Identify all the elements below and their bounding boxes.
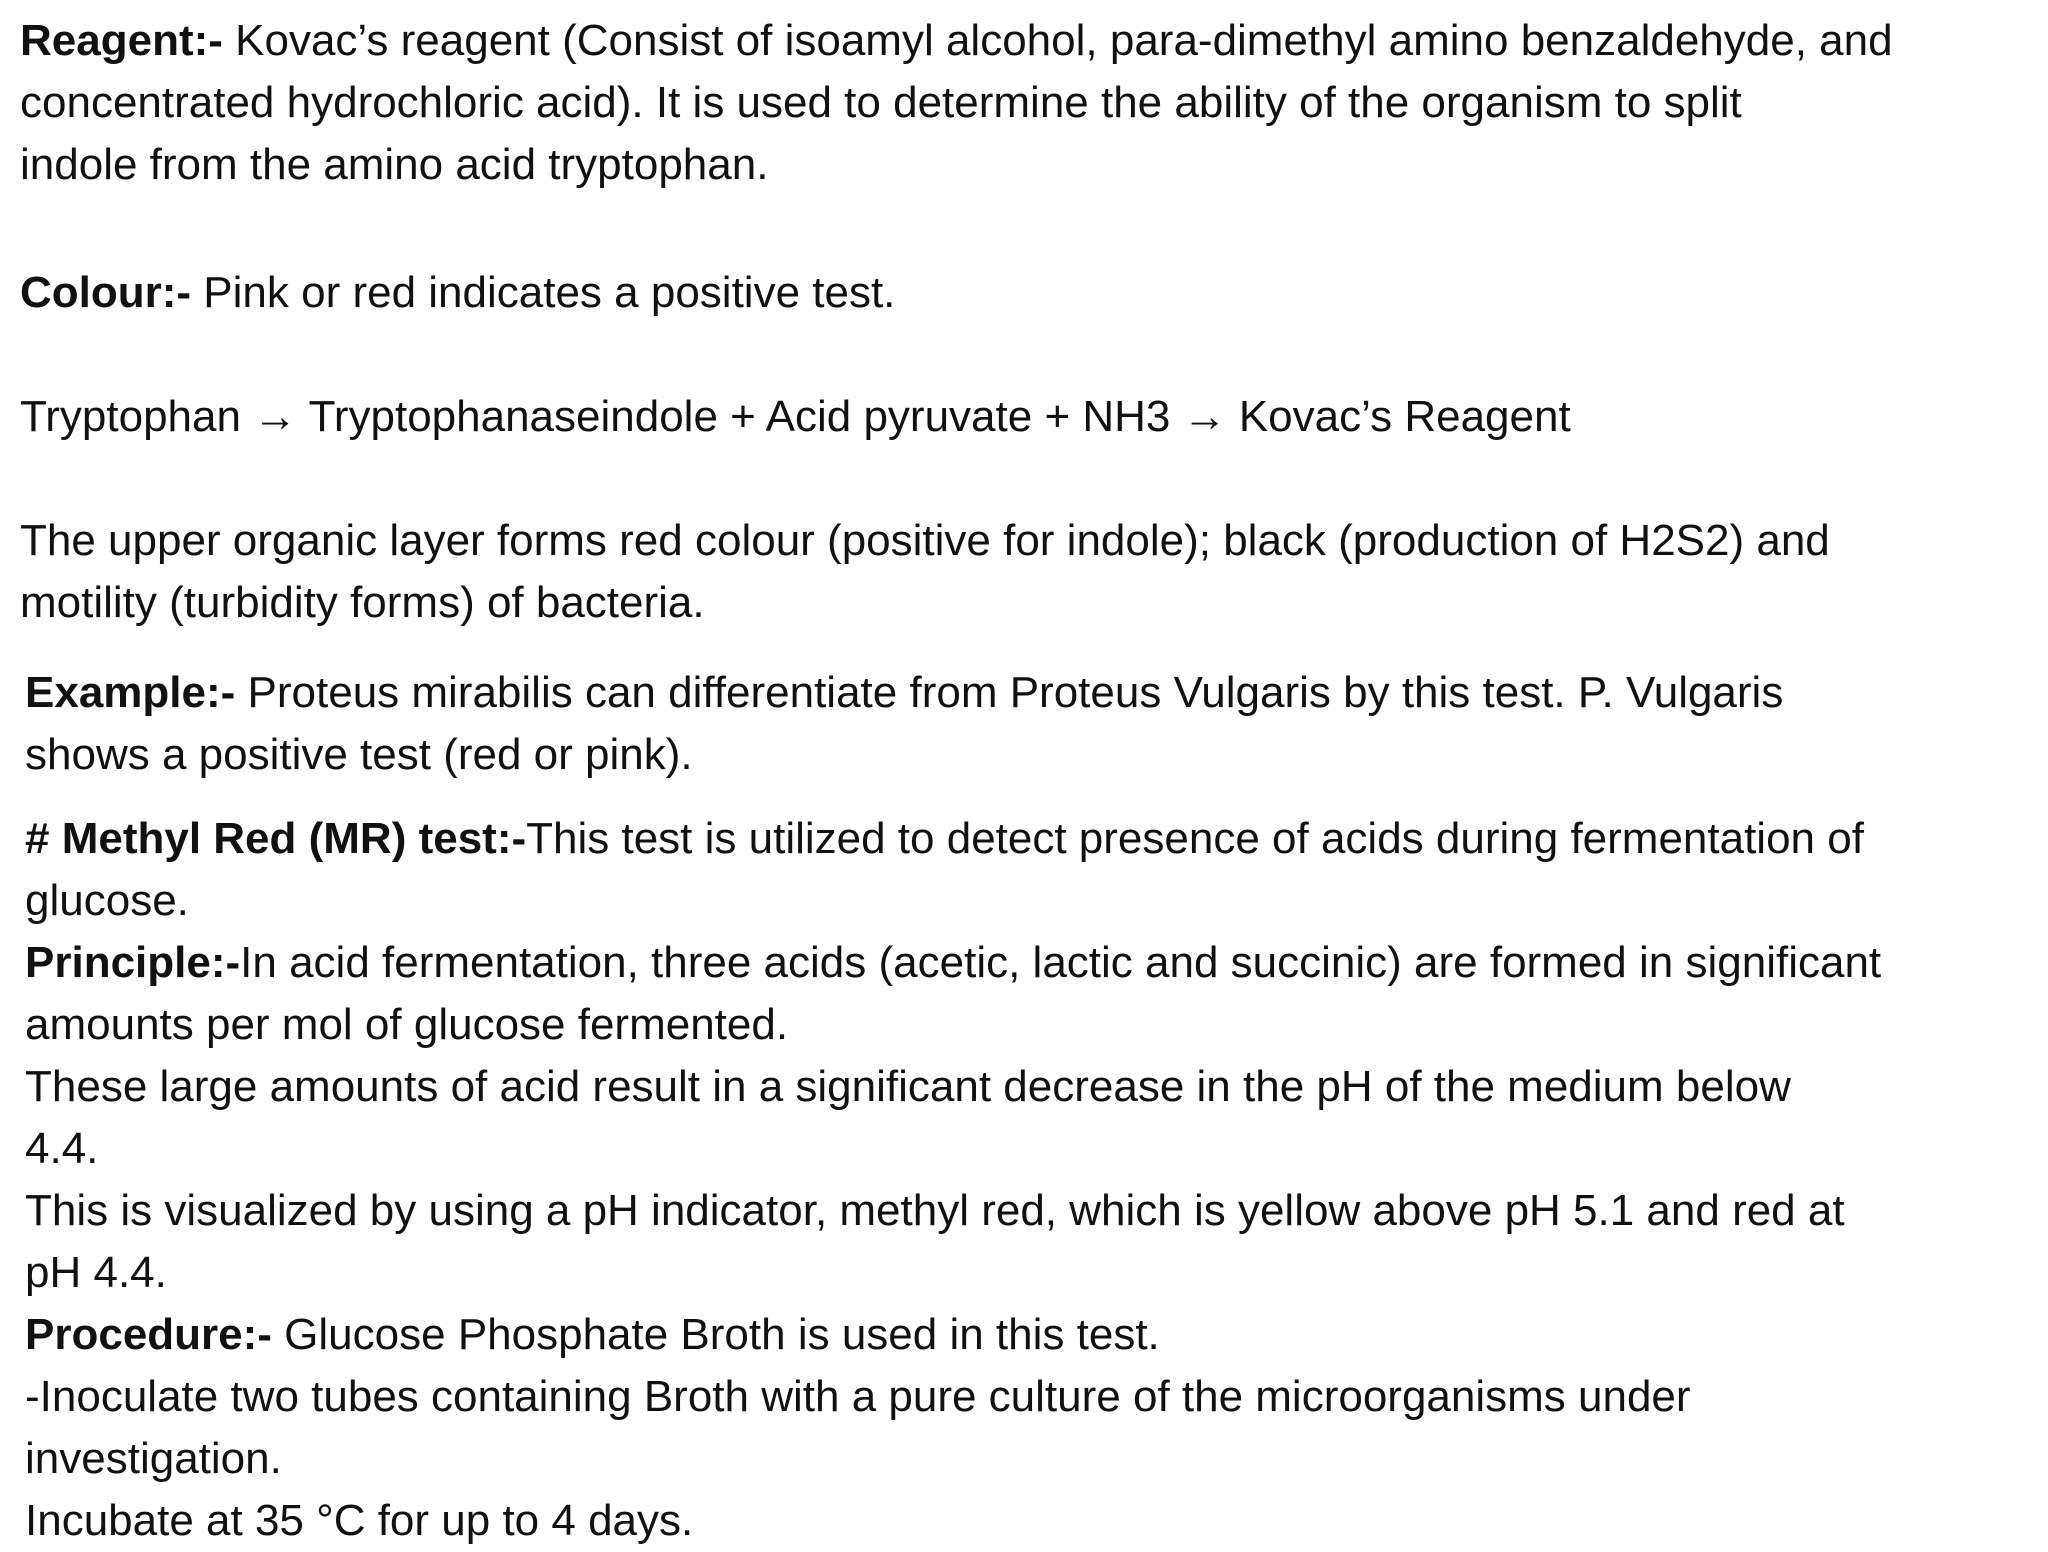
procedure-line-1: Procedure:- Glucose Phosphate Broth is used in this test. <box>25 1310 1160 1359</box>
colour-label: Colour:- <box>20 268 192 317</box>
example-line-2: shows a positive test (red or pink). <box>25 730 693 779</box>
reaction-equation: Tryptophan → Tryptophanaseindole + Acid pyruvate + NH3 → Kovac’s Reagent <box>20 392 1571 441</box>
reagent-line-1: Reagent:- Kovac’s reagent (Consist of isoamyl alcohol, para-dimethyl amino benzaldehyde, and <box>20 16 1893 65</box>
colour-paragraph <box>20 262 895 324</box>
example-label: Example:- <box>25 668 236 717</box>
reagent-label: Reagent:- <box>20 16 223 65</box>
reagent-line-3: indole from the amino acid tryptophan. <box>20 140 769 189</box>
mr-test-line-2: glucose. <box>25 876 189 925</box>
procedure-line-2: -Inoculate two tubes containing Broth with a pure culture of the microorganisms under <box>25 1372 1691 1421</box>
principle-label: Principle:- <box>25 938 241 987</box>
reagent-line-2: concentrated hydrochloric acid). It is used to determine the ability of the organism to split <box>20 78 1742 127</box>
colour-text: Pink or red indicates a positive test. <box>191 268 896 317</box>
principle-line-3: These large amounts of acid result in a significant decrease in the pH of the medium below <box>25 1062 1791 1111</box>
result-line-2: motility (turbidity forms) of bacteria. <box>20 578 705 627</box>
reagent-paragraph <box>20 10 1893 196</box>
principle-line-5: This is visualized by using a pH indicator, methyl red, which is yellow above pH 5.1 and red at <box>25 1186 1845 1235</box>
result-paragraph <box>20 510 1830 634</box>
procedure-label: Procedure:- <box>25 1310 272 1359</box>
principle-line-2: amounts per mol of glucose fermented. <box>25 1000 789 1049</box>
example-line-1: Example:- Proteus mirabilis can differentiate from Proteus Vulgaris by this test. P. Vulgaris <box>25 668 1784 717</box>
principle-line-6: pH 4.4. <box>25 1248 167 1297</box>
methyl-red-section <box>25 808 1881 1552</box>
procedure-line-3: investigation. <box>25 1434 282 1483</box>
principle-line-1: Principle:-In acid fermentation, three acids (acetic, lactic and succinic) are formed in significant <box>25 938 1882 987</box>
mr-test-heading: # Methyl Red (MR) test:- <box>25 814 527 863</box>
example-paragraph <box>25 662 1783 786</box>
mr-test-line-1: # Methyl Red (MR) test:-This test is utilized to detect presence of acids during fermentation of <box>25 814 1864 863</box>
result-line-1: The upper organic layer forms red colour (positive for indole); black (production of H2S2) and <box>20 516 1830 565</box>
principle-line-4: 4.4. <box>25 1124 99 1173</box>
procedure-line-4: Incubate at 35 °C for up to 4 days. <box>25 1496 694 1545</box>
